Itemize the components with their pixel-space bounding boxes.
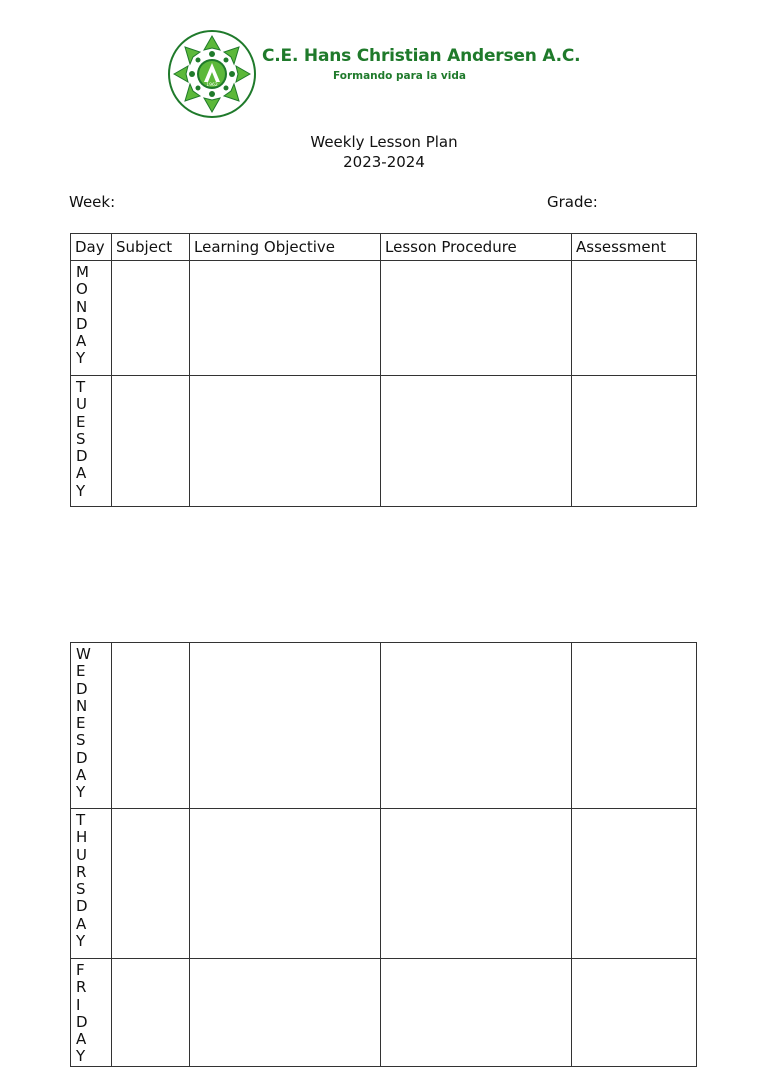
table-row-tuesday [71, 376, 697, 507]
assessment-cell[interactable] [572, 376, 697, 507]
day-label [76, 379, 111, 500]
day-letter: D [76, 1012, 88, 1031]
day-letter: S [76, 429, 86, 448]
day-letter: F [76, 961, 85, 979]
lesson-procedure-cell[interactable] [381, 376, 572, 507]
grade-label: Grade: [547, 193, 598, 211]
day-cell-monday [71, 261, 112, 376]
day-cell-tuesday [71, 376, 112, 507]
day-letter: H [76, 828, 88, 847]
day-label [76, 646, 111, 802]
day-label [76, 962, 111, 1066]
day-label [76, 812, 111, 950]
day-letter: E [76, 714, 86, 733]
day-letter: Y [76, 783, 86, 802]
subject-cell[interactable] [112, 376, 190, 507]
school-motto: Formando para la vida [333, 70, 466, 82]
school-year: 2023-2024 [343, 153, 425, 171]
school-name: C.E. Hans Christian Andersen A.C. [262, 46, 581, 66]
day-cell-thursday [71, 809, 112, 959]
day-letter: E [76, 412, 86, 431]
table-row-thursday [71, 809, 697, 959]
subject-cell[interactable] [112, 261, 190, 376]
page-title: Weekly Lesson Plan [310, 133, 458, 151]
day-letter: D [76, 748, 88, 767]
table-header-row [71, 234, 697, 261]
table-row-wednesday [71, 643, 697, 809]
day-letter: A [76, 332, 87, 351]
learning-objective-cell[interactable] [190, 959, 381, 1067]
lesson-procedure-cell[interactable] [381, 261, 572, 376]
day-letter: D [76, 679, 88, 698]
week-label: Week: [69, 193, 116, 211]
column-header-assessment: Assessment [572, 234, 697, 261]
day-letter: T [76, 811, 86, 829]
learning-objective-cell[interactable] [190, 809, 381, 959]
lesson-plan-table-bottom [70, 642, 697, 1067]
day-letter: A [76, 464, 87, 483]
day-letter: S [76, 880, 86, 899]
learning-objective-cell[interactable] [190, 261, 381, 376]
school-header [166, 30, 606, 120]
column-header-lesson-procedure: Lesson Procedure [381, 234, 572, 261]
lesson-procedure-cell[interactable] [381, 809, 572, 959]
day-letter: W [76, 645, 91, 663]
day-letter: R [76, 978, 87, 997]
table-row-monday [71, 261, 697, 376]
day-letter: O [76, 280, 88, 299]
day-letter: I [76, 995, 81, 1014]
day-letter: Y [76, 349, 86, 368]
day-letter: T [76, 378, 86, 396]
subject-cell[interactable] [112, 959, 190, 1067]
lesson-procedure-cell[interactable] [381, 643, 572, 809]
day-cell-wednesday [71, 643, 112, 809]
day-letter: R [76, 862, 87, 881]
day-letter: Y [76, 932, 86, 951]
assessment-cell[interactable] [572, 809, 697, 959]
day-letter: D [76, 447, 88, 466]
column-header-learning-objective: Learning Objective [190, 234, 381, 261]
day-letter: N [76, 297, 88, 316]
logo-year: 1962 [206, 83, 218, 88]
day-letter: E [76, 662, 86, 681]
day-letter: M [76, 263, 89, 281]
day-letter: S [76, 731, 86, 750]
day-letter: Y [76, 1047, 86, 1066]
day-letter: D [76, 314, 88, 333]
assessment-cell[interactable] [572, 643, 697, 809]
day-letter: D [76, 897, 88, 916]
day-letter: A [76, 1030, 87, 1049]
learning-objective-cell[interactable] [190, 643, 381, 809]
day-letter: N [76, 696, 88, 715]
lesson-procedure-cell[interactable] [381, 959, 572, 1067]
assessment-cell[interactable] [572, 959, 697, 1067]
day-letter: A [76, 914, 87, 933]
assessment-cell[interactable] [572, 261, 697, 376]
day-letter: Y [76, 481, 86, 500]
table-row-friday [71, 959, 697, 1067]
day-label [76, 264, 111, 368]
subject-cell[interactable] [112, 643, 190, 809]
day-letter: A [76, 766, 87, 785]
lesson-plan-table-top [70, 233, 697, 507]
subject-cell[interactable] [112, 809, 190, 959]
column-header-day: Day [71, 234, 112, 261]
learning-objective-cell[interactable] [190, 376, 381, 507]
day-letter: U [76, 845, 87, 864]
school-logo [166, 30, 258, 118]
column-header-subject: Subject [112, 234, 190, 261]
day-cell-friday [71, 959, 112, 1067]
day-letter: U [76, 395, 87, 414]
